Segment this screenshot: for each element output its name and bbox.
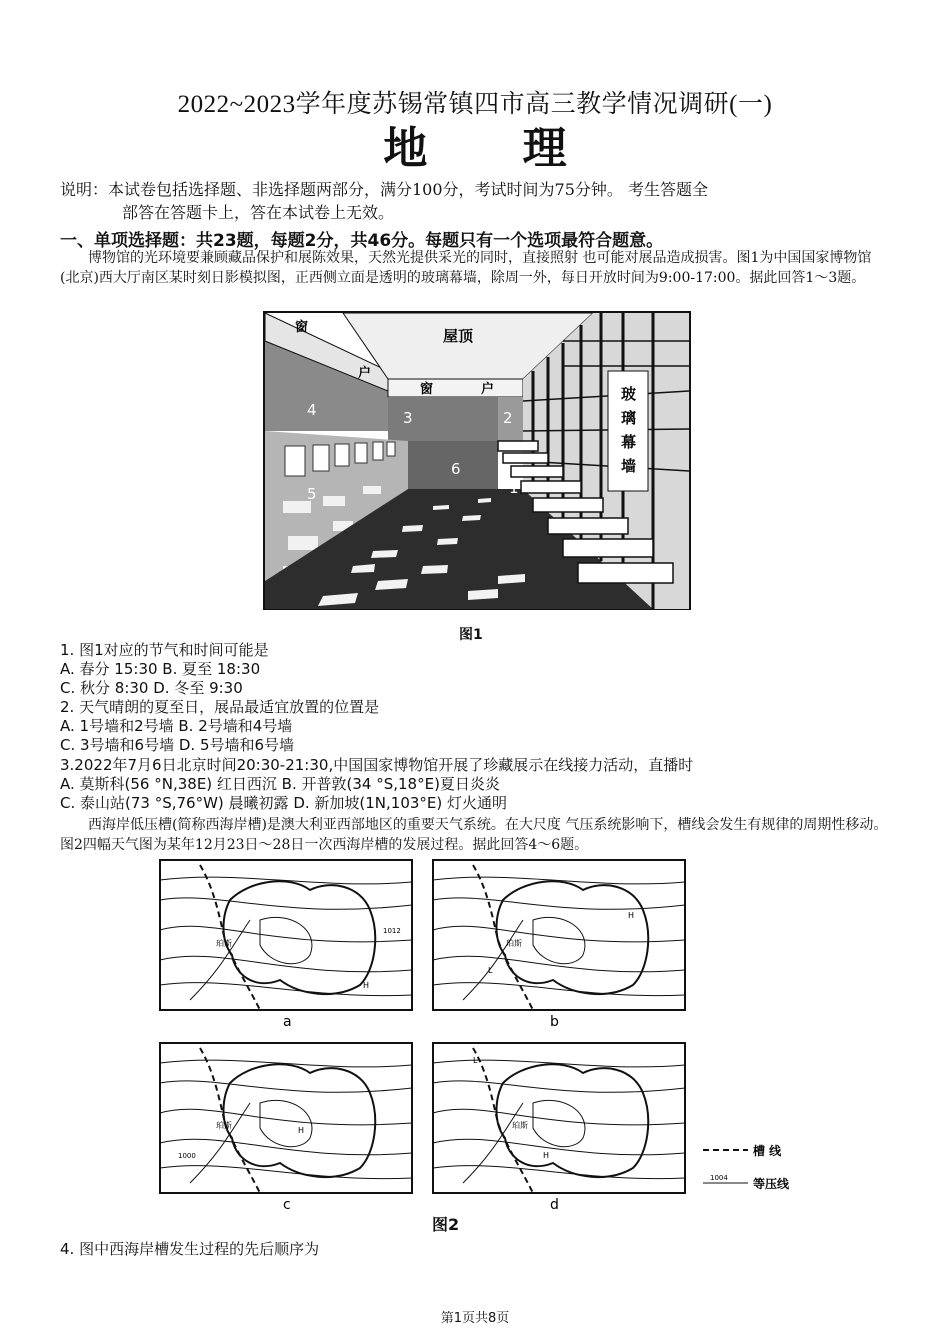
high-c: H (298, 1126, 305, 1135)
high-d: H (543, 1151, 550, 1160)
exam-title: 2022~2023学年度苏锡常镇四市高三教学情况调研(一) (177, 91, 773, 118)
high-a: H (363, 981, 370, 990)
label-wall-5: 5 (307, 485, 317, 503)
q3-options-ab: A. 莫斯科(56 °N,38E) 红日西沉 B. 开普敦(34 °S,18°E)夏日炎炎 (60, 775, 500, 793)
figure-1-museum-illustration (263, 311, 691, 611)
label-window-left-2: 户 (358, 366, 372, 381)
label-glass-1: 玻 (621, 385, 637, 403)
label-glass-2: 璃 (621, 409, 637, 427)
panel-label-c: c (283, 1197, 291, 1213)
passage-1: 博物馆的光环境要兼顾藏品保护和展陈效果，天然光提供采光的同时，直接照射 也可能对展品造成损害。图1为中国国家博物馆(北京)西大厅南区某时刻日影模拟图，正西侧立面是透明的玻璃幕墙，除周一外，每日开放时间为9:00-17:00。据此回答1～3题。 (60, 250, 872, 286)
label-roof: 屋顶 (443, 327, 474, 345)
instructions-line-2: 部答在答题卡上，答在本试卷上无效。 (122, 203, 395, 222)
isobar-label-c: 1000 (178, 1152, 196, 1160)
q2-options-cd: C. 3号墙和6号墙 D. 5号墙和6号墙 (60, 736, 295, 754)
instructions-line-1: 说明：本试卷包括选择题、非选择题两部分，满分100分，考试时间为75分钟。 考生答题全 (60, 180, 708, 199)
label-glass-4: 墙 (621, 457, 637, 475)
panel-label-a: a (283, 1014, 292, 1030)
label-wall-4: 4 (307, 401, 317, 419)
figure-1-caption: 图1 (459, 627, 483, 643)
city-perth-d: 珀斯 (512, 1121, 528, 1130)
city-perth-c: 珀斯 (216, 1121, 232, 1130)
legend-isobar-label: 等压线 (753, 1177, 790, 1191)
label-window-mid-1: 窗 (420, 382, 434, 397)
city-perth-a: 珀斯 (216, 939, 232, 948)
q1-options-ab: A. 春分 15:30 B. 夏至 18:30 (60, 660, 261, 678)
q2-options-ab: A. 1号墙和2号墙 B. 2号墙和4号墙 (60, 717, 293, 735)
weather-map-b (433, 860, 685, 1030)
legend-trough-label: 槽 线 (753, 1144, 782, 1158)
label-wall-2: 2 (503, 409, 513, 427)
label-window-left-1: 窗 (295, 320, 309, 335)
instructions (60, 178, 890, 224)
city-perth-b: 珀斯 (506, 939, 522, 948)
passage-2: 西海岸低压槽(简称西海岸槽)是澳大利亚西部地区的重要天气系统。在大尺度 气压系统影响下，槽线会发生有规律的周期性移动。图2四幅天气图为某年12月23日～28日一次西海岸槽的发展过程。据此回答4～6题。 (60, 817, 888, 853)
isobar-label-a: 1012 (383, 927, 401, 935)
figure-2-weather-maps (158, 858, 798, 1238)
panel-label-d: d (550, 1197, 559, 1213)
q1-stem: 1. 图1对应的节气和时间可能是 (60, 641, 269, 659)
label-wall-6: 6 (451, 460, 461, 478)
low-b: L (488, 966, 493, 975)
weather-map-a (160, 860, 412, 1030)
figure-2-legend (703, 1143, 790, 1191)
q2-stem: 2. 天气晴朗的夏至日，展品最适宜放置的位置是 (60, 698, 380, 716)
subject-title: 地 理 (383, 123, 607, 174)
q4-stem: 4. 图中西海岸槽发生过程的先后顺序为 (60, 1240, 320, 1258)
q3-options-cd: C. 泰山站(73 °S,76°W) 晨曦初露 D. 新加坡(1N,103°E) 灯火通明 (60, 794, 508, 812)
weather-map-d (433, 1043, 685, 1213)
q1-options-cd: C. 秋分 8:30 D. 冬至 9:30 (60, 679, 243, 697)
label-wall-1: 1 (509, 479, 519, 497)
label-glass-3: 幕 (621, 433, 637, 451)
low-d: L (473, 1056, 478, 1065)
panel-label-b: b (550, 1014, 559, 1030)
legend-isobar-value: 1004 (710, 1174, 728, 1182)
q3-stem: 3.2022年7月6日北京时间20:30-21:30,中国国家博物馆开展了珍藏展示在线接力活动，直播时 (60, 756, 694, 774)
section-heading: 一、单项选择题：共23题，每题2分，共46分。每题只有一个选项最符合题意。 (60, 231, 664, 251)
page-footer: 第1页共8页 (440, 1311, 510, 1326)
label-wall-3: 3 (403, 409, 413, 427)
figure-2-caption: 图2 (432, 1215, 460, 1234)
weather-map-c (160, 1043, 412, 1213)
label-window-mid-2: 户 (481, 382, 495, 397)
high-b: H (628, 911, 635, 920)
